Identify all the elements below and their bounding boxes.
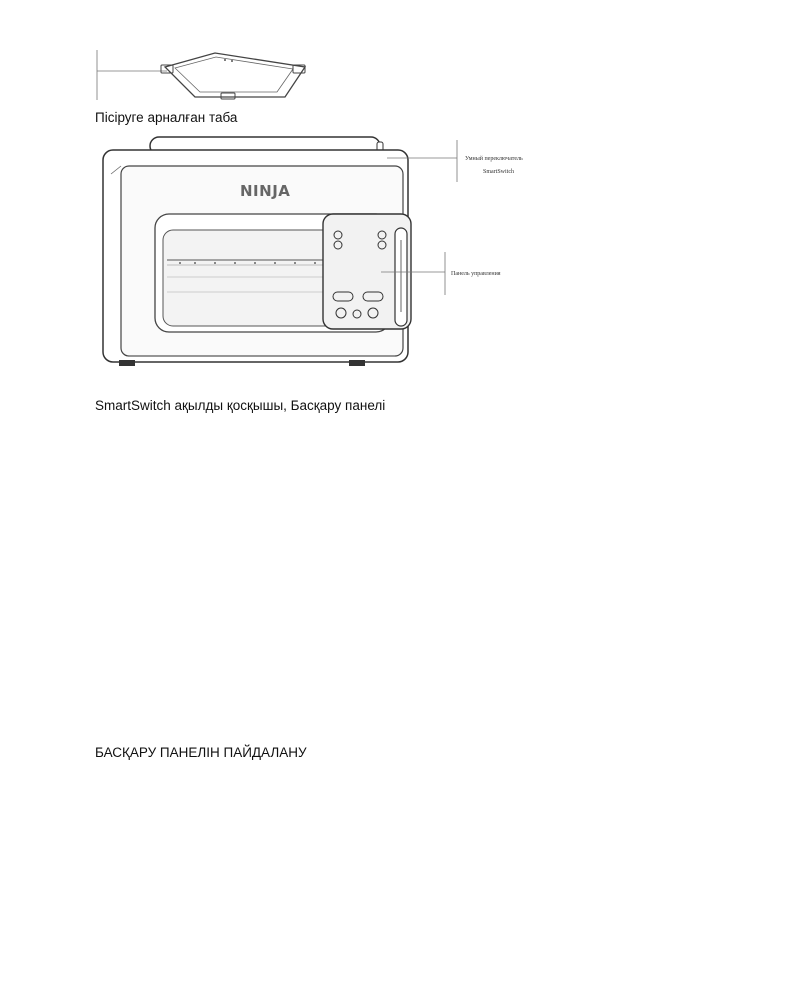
tray-rivet bbox=[224, 59, 226, 61]
section-heading: БАСҚАРУ ПАНЕЛІН ПАЙДАЛАНУ bbox=[95, 745, 307, 760]
oven-foot bbox=[349, 360, 365, 366]
smartswitch-panel-caption: SmartSwitch ақылды қосқышы, Басқару панелі bbox=[95, 398, 386, 413]
smartswitch-callout-label: Умный переключатель bbox=[465, 156, 523, 162]
tray-rivet bbox=[231, 60, 233, 62]
oven-foot bbox=[119, 360, 135, 366]
cooking-tray-illustration bbox=[95, 45, 315, 105]
smartswitch-callout-sublabel: SmartSwitch bbox=[483, 169, 514, 175]
cooking-tray-caption: Пісіруге арналған таба bbox=[95, 110, 238, 125]
ninja-logo: NINJA bbox=[240, 182, 291, 200]
oven-illustration bbox=[95, 132, 535, 382]
control-panel-callout-label: Панель управления bbox=[451, 271, 501, 277]
tray-handle-bottom bbox=[221, 93, 235, 99]
